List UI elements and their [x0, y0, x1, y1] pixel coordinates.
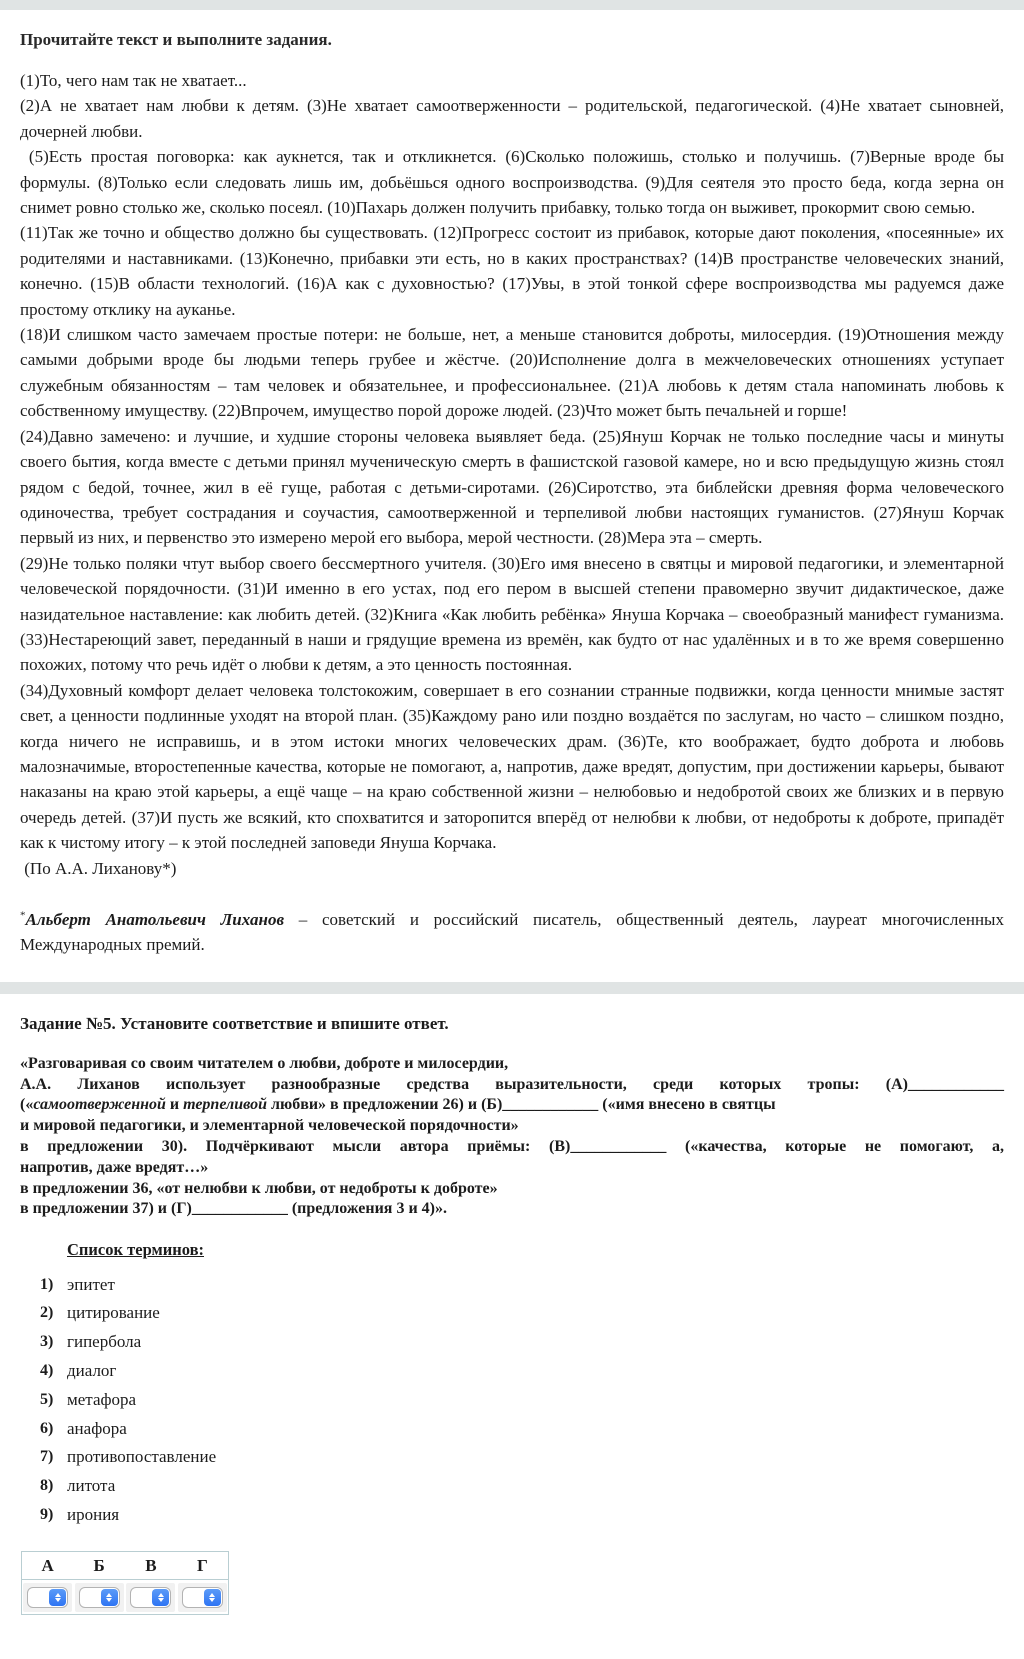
footnote [20, 907, 1004, 958]
quote-line-3-prefix: (« [20, 1096, 34, 1114]
quote-line-3 [20, 1095, 1004, 1116]
term-item-9 [20, 1501, 1004, 1530]
answer-cell-g [177, 1580, 229, 1615]
reading-text [20, 68, 1004, 958]
term-label: литота [67, 1476, 116, 1496]
text-paragraph-7: (29)Не только поляки чтут выбор своего бессмертного учителя. (30)Его имя внесено в святцы и мировой педагогики, и элементарной человеческой порядочности. (31)И именно в его устах, под его пером в высшей степени правомерно звучит дидактическое, даже назидательное наставление: как любить детей. (32)Книга «Как любить ребёнка» Януша Корчака – своеобразный манифест гуманизма. (33)Нестареющий завет, переданный в наши и грядущие времена из времён, как будто от нас удалённых и в то же время совершенно похожих, потому что речь идёт о любви к детям, а это ценность постоянная. [20, 553, 1004, 675]
answer-table-select-row [22, 1580, 229, 1615]
answer-select-b[interactable] [79, 1587, 120, 1608]
text-paragraph-1: (1)То, чего нам так не хватает... [20, 71, 247, 90]
quote-line-5: в предложении 30). Подчёркивают мысли автора приёмы: (В)____________ («качества, которые не помогают, а, [20, 1138, 1004, 1155]
text-paragraph-6: (24)Давно замечено: и лучшие, и худшие стороны человека выявляет беда. (25)Януш Корчак не только последние часы и минуты своего бытия, когда вместе с детьми принял мученическую смерть в фашистской газовой камере, но и всю предыдущую жизнь стоял рядом с бедой, точнее, жил в её гуще, работая с детьми-сиротами. (26)Сиротство, эта библейски древняя форма человеческого одиночества, требует сострадания и соучастия, самоотверженной и терпеливой любви настоящих гуманистов. (27)Януш Корчак первый из них, и первенство это измерено мерой его выбора, мерой честности. (28)Мера эта – смерть. [20, 426, 1004, 548]
term-label: эпитет [67, 1274, 115, 1294]
term-label: гипербола [67, 1332, 142, 1352]
reading-section [0, 30, 1024, 958]
select-stepper-icon [152, 1589, 169, 1606]
text-paragraph-2: (2)А не хватает нам любви к детям. (3)Не хватает самоотверженности – родительской, педагогической. (4)Не хватает сыновней, дочерней любви. [20, 96, 1004, 141]
answer-cell-v [125, 1580, 177, 1615]
quote-line-3-suffix: любви» в предложении 26) и (Б)____________ («имя внесено в святцы [266, 1096, 776, 1114]
answer-column-b: Б [73, 1552, 125, 1580]
task-quote [20, 1054, 1004, 1220]
intro-heading: Прочитайте текст и выполните задания. [20, 30, 332, 49]
text-paragraph-8: (34)Духовный комфорт делает человека толстокожим, совершает в его сознании странные подвижки, когда ценности мнимые застят свет, а ценности подлинные уходят на второй план. (35)Каждому рано или поздно воздаётся по заслугам, но часто – слишком поздно, когда ничего не исправишь, и в этом истоки многих человеческих драм. (36)Те, кто воображает, будто доброта и любовь малозначимые, второстепенные качества, которые не помогают, а, напротив, даже вредят, допустим, при достижении карьеры, бывают наказаны на краю этой карьеры, а ещё чаще – на краю собственной жизни – нелюбовью и недобротой своих же близких и в первую очередь детей. (37)И пусть же всякий, кто спохватится и заторопится вперёд от нелюбви к любви, от недоброты к доброте, припадёт как к чистому итогу – к этой последней заповеди Януша Корчака. [20, 680, 1004, 853]
section-divider-bar [0, 982, 1024, 994]
text-paragraph-5: (18)И слишком часто замечаем простые потери: не больше, нет, а меньше становится доброты, милосердия. (19)Отношения между самыми добрыми вроде бы людьми теперь грубее и жёстче. (20)Исполнение долга в межчеловеческих отношениях уступает служебным обязанностям – там человек и обязательнее, и профессиональнее. (21)А любовь к детям стала напоминать любовь к собственному имуществу. (22)Впрочем, имущество порой дороже людей. (23)Что может быть печальней и горше! [20, 325, 1004, 421]
answer-select-a[interactable] [27, 1587, 68, 1608]
task-section [0, 1014, 1024, 1616]
term-item-7 [20, 1443, 1004, 1472]
quote-line-4: и мировой педагогики, и элементарной человеческой порядочности» [20, 1117, 519, 1135]
answer-column-g: Г [177, 1552, 229, 1580]
answer-select-a-backdrop [23, 1583, 72, 1612]
term-item-3 [20, 1328, 1004, 1357]
term-number: 9) [40, 1505, 54, 1523]
quote-line-7: в предложении 36, «от нелюбви к любви, от недоброты к доброте» [20, 1179, 498, 1197]
term-label: диалог [67, 1360, 117, 1380]
term-number: 4) [40, 1361, 54, 1379]
term-number: 3) [40, 1333, 54, 1351]
select-stepper-icon [204, 1589, 221, 1606]
term-label: анафора [67, 1418, 127, 1438]
term-item-5 [20, 1385, 1004, 1414]
answer-table [21, 1551, 229, 1615]
answer-table-header-row [22, 1552, 229, 1580]
term-number: 6) [40, 1419, 54, 1437]
term-label: цитирование [67, 1303, 160, 1323]
answer-select-b-backdrop [75, 1583, 124, 1612]
term-number: 7) [40, 1448, 54, 1466]
select-stepper-icon [49, 1589, 66, 1606]
term-item-1 [20, 1270, 1004, 1299]
term-number: 1) [40, 1275, 54, 1293]
quote-line-3-mid: и [165, 1096, 184, 1114]
quote-line-1: «Разговаривая со своим читателем о любви, доброте и милосердии, [20, 1054, 509, 1072]
answer-select-v-backdrop [126, 1583, 175, 1612]
term-number: 2) [40, 1304, 54, 1322]
terms-list [20, 1270, 1004, 1529]
term-label: ирония [67, 1504, 120, 1524]
text-paragraph-3: (5)Есть простая поговорка: как аукнется, так и откликнется. (6)Сколько положишь, столько и получишь. (7)Верные вроде бы формулы. (8)Только если следовать лишь им, добьёшься одного воспроизводства. (9)Для сеятеля это просто беда, когда зерна он снимет ровно столько же, сколько посеял. (10)Пахарь должен получить прибавку, только тогда он выживет, прокормит свою семью. [20, 147, 1004, 218]
term-number: 8) [40, 1477, 54, 1495]
select-stepper-icon [101, 1589, 118, 1606]
term-number: 5) [40, 1390, 54, 1408]
top-divider-bar [0, 0, 1024, 10]
answer-column-v: В [125, 1552, 177, 1580]
terms-list-heading: Список терминов: [67, 1240, 204, 1260]
task-heading: Задание №5. Установите соответствие и впишите ответ. [20, 1013, 449, 1033]
term-label: метафора [67, 1389, 137, 1409]
answer-select-v[interactable] [130, 1587, 171, 1608]
answer-cell-b [73, 1580, 125, 1615]
term-item-8 [20, 1472, 1004, 1501]
term-label: противопоставление [67, 1447, 217, 1467]
answer-column-a: А [22, 1552, 74, 1580]
text-paragraph-4: (11)Так же точно и общество должно бы существовать. (12)Прогресс состоит из прибавок, которые дают поколения, «посеянные» их родителями и наставниками. (13)Конечно, прибавки эти есть, но в каких пространствах? (14)В пространстве человеческих знаний, конечно. (15)В области технологий. (16)А как с духовностью? (17)Увы, в этой тонкой сфере воспроизводства мы радуемся даже простому отклику на ауканье. [20, 223, 1004, 319]
term-item-4 [20, 1357, 1004, 1386]
term-item-2 [20, 1299, 1004, 1328]
answer-cell-a [22, 1580, 74, 1615]
byline: (По А.А. Лиханову*) [20, 858, 177, 878]
footnote-author-description: – советский и российский писатель, общественный деятель, лауреат многочисленных Международных премий. [20, 910, 1004, 955]
quote-line-8: в предложении 37) и (Г)____________ (предложения 3 и 4)». [20, 1200, 447, 1218]
footnote-asterisk: * [20, 909, 26, 922]
quote-term-italic-1: самоотверженной [33, 1096, 166, 1114]
term-item-6 [20, 1414, 1004, 1443]
quote-term-italic-2: терпеливой [183, 1096, 267, 1114]
quote-line-6: напротив, даже вредят…» [20, 1158, 209, 1176]
quote-line-2: А.А. Лиханов использует разнообразные средства выразительности, среди которых тропы: (А)____________ [20, 1075, 1004, 1093]
answer-select-g[interactable] [182, 1587, 223, 1608]
answer-select-g-backdrop [178, 1583, 227, 1612]
footnote-author-name: Альберт Анатольевич Лиханов [25, 910, 285, 929]
